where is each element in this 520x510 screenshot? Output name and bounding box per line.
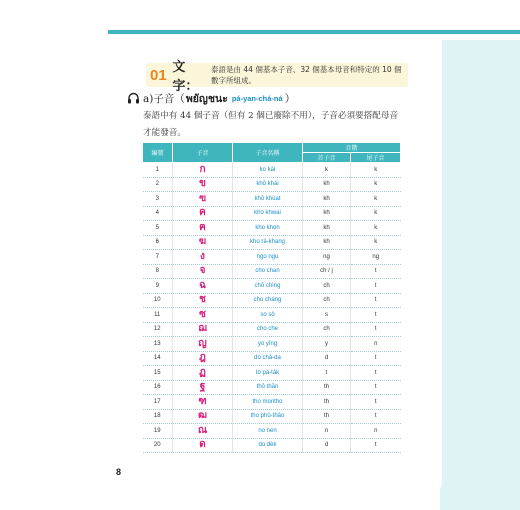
final-sound: n xyxy=(351,337,401,352)
headphones-icon[interactable] xyxy=(127,92,140,104)
final-sound: t xyxy=(351,279,401,294)
thai-consonant: ด xyxy=(173,438,233,453)
row-number: 9 xyxy=(143,279,173,294)
initial-sound: n xyxy=(303,424,351,439)
thai-consonant: ฐ xyxy=(173,380,233,395)
table-row xyxy=(143,337,401,352)
table-row xyxy=(143,380,401,395)
consonant-name: kho rá-khang xyxy=(233,235,303,250)
table-row xyxy=(143,250,401,265)
table-row xyxy=(143,322,401,337)
table-row xyxy=(143,424,401,439)
section-description: 泰語是由 44 個基本子音、32 個基本母音和特定的 10 個數字所組成。 xyxy=(211,65,402,85)
thai-consonant: ญ xyxy=(173,337,233,352)
final-sound: t xyxy=(351,409,401,424)
header-name: 子音名稱 xyxy=(233,143,303,163)
consonant-name: khŏ khùat xyxy=(233,192,303,207)
consonant-name: kho khon xyxy=(233,221,303,236)
final-sound: t xyxy=(351,395,401,410)
row-number: 13 xyxy=(143,337,173,352)
table-row xyxy=(143,308,401,323)
row-number: 7 xyxy=(143,250,173,265)
final-sound: k xyxy=(351,221,401,236)
final-sound: t xyxy=(351,293,401,308)
table-row xyxy=(143,192,401,207)
thai-consonant: ฑ xyxy=(173,395,233,410)
final-sound: t xyxy=(351,438,401,453)
table-row xyxy=(143,163,401,178)
initial-sound: s xyxy=(303,308,351,323)
row-number: 14 xyxy=(143,351,173,366)
section-heading xyxy=(146,60,408,94)
row-number: 2 xyxy=(143,177,173,192)
header-sound: 音階 xyxy=(303,143,401,153)
table-row xyxy=(143,438,401,453)
row-number: 8 xyxy=(143,264,173,279)
table-row xyxy=(143,409,401,424)
thai-consonant: จ xyxy=(173,264,233,279)
side-panel xyxy=(440,40,520,510)
initial-sound: th xyxy=(303,409,351,424)
consonant-name: kho khwai xyxy=(233,206,303,221)
subsection-close: ） xyxy=(284,92,296,105)
initial-sound: kh xyxy=(303,221,351,236)
consonant-table xyxy=(142,142,401,453)
consonant-name: khŏ khài xyxy=(233,177,303,192)
table-row xyxy=(143,351,401,366)
subsection-heading xyxy=(127,91,295,105)
table-row xyxy=(143,221,401,236)
top-accent-bar xyxy=(108,30,520,34)
thai-consonant: ฃ xyxy=(173,192,233,207)
final-sound: t xyxy=(351,351,401,366)
row-number: 19 xyxy=(143,424,173,439)
subsection-thai-term: พยัญชนะ xyxy=(185,92,228,105)
row-number: 6 xyxy=(143,235,173,250)
initial-sound: ch xyxy=(303,279,351,294)
row-number: 3 xyxy=(143,192,173,207)
thai-consonant: ฉ xyxy=(173,279,233,294)
thai-consonant: ณ xyxy=(173,424,233,439)
page-number: 8 xyxy=(116,467,122,477)
final-sound: t xyxy=(351,308,401,323)
table-row xyxy=(143,366,401,381)
row-number: 18 xyxy=(143,409,173,424)
section-number: 01 xyxy=(150,66,167,84)
row-number: 12 xyxy=(143,322,173,337)
consonant-name: tho montho xyxy=(233,395,303,410)
table-row xyxy=(143,279,401,294)
table-row xyxy=(143,235,401,250)
consonant-name: thŏ thăn xyxy=(233,380,303,395)
table-row xyxy=(143,177,401,192)
final-sound: k xyxy=(351,163,401,178)
thai-consonant: ฒ xyxy=(173,409,233,424)
consonant-name: no nen xyxy=(233,424,303,439)
initial-sound: kh xyxy=(303,235,351,250)
final-sound: k xyxy=(351,206,401,221)
header-initial: 首子音 xyxy=(303,153,351,163)
row-number: 16 xyxy=(143,380,173,395)
header-final: 尾子音 xyxy=(351,153,401,163)
thai-consonant: ฎ xyxy=(173,351,233,366)
thai-consonant: ง xyxy=(173,250,233,265)
consonant-name: to pà-tàk xyxy=(233,366,303,381)
row-number: 5 xyxy=(143,221,173,236)
final-sound: t xyxy=(351,366,401,381)
initial-sound: ch / j xyxy=(303,264,351,279)
final-sound: k xyxy=(351,192,401,207)
header-consonant: 子音 xyxy=(173,143,233,163)
final-sound: ng xyxy=(351,250,401,265)
row-number: 10 xyxy=(143,293,173,308)
row-number: 4 xyxy=(143,206,173,221)
table-row xyxy=(143,206,401,221)
thai-consonant: ค xyxy=(173,206,233,221)
consonant-name: so sô xyxy=(233,308,303,323)
table-row xyxy=(143,395,401,410)
consonant-name: do chá-da xyxy=(233,351,303,366)
row-number: 15 xyxy=(143,366,173,381)
consonant-name: do dèk xyxy=(233,438,303,453)
initial-sound: kh xyxy=(303,192,351,207)
table-row xyxy=(143,293,401,308)
intro-paragraph: 泰語中有 44 個子音（但有 2 個已廢除不用），子音必須要搭配母音才能發音。 xyxy=(143,111,399,138)
consonant-name: chŏ chìng xyxy=(233,279,303,294)
header-index: 編號 xyxy=(143,143,173,163)
table-row xyxy=(143,264,401,279)
row-number: 17 xyxy=(143,395,173,410)
initial-sound: ng xyxy=(303,250,351,265)
subsection-label: a)子音（ xyxy=(143,92,185,105)
final-sound: t xyxy=(351,264,401,279)
consonant-name: yo yĭng xyxy=(233,337,303,352)
initial-sound: y xyxy=(303,337,351,352)
initial-sound: d xyxy=(303,438,351,453)
thai-consonant: ข xyxy=(173,177,233,192)
thai-consonant: ฆ xyxy=(173,235,233,250)
consonant-name: ko kài xyxy=(233,163,303,178)
consonant-name: cho chan xyxy=(233,264,303,279)
initial-sound: th xyxy=(303,380,351,395)
final-sound: k xyxy=(351,177,401,192)
final-sound: t xyxy=(351,380,401,395)
section-title: 文字： xyxy=(172,60,199,94)
initial-sound: th xyxy=(303,395,351,410)
consonant-name: cho cháng xyxy=(233,293,303,308)
thai-consonant: ฏ xyxy=(173,366,233,381)
thai-consonant: ก xyxy=(173,163,233,178)
initial-sound: d xyxy=(303,351,351,366)
consonant-name: tho phû-thâo xyxy=(233,409,303,424)
consonant-name: cho che xyxy=(233,322,303,337)
final-sound: k xyxy=(351,235,401,250)
row-number: 1 xyxy=(143,163,173,178)
thai-consonant: ซ xyxy=(173,308,233,323)
consonant-name: ngo ngu xyxy=(233,250,303,265)
initial-sound: t xyxy=(303,366,351,381)
thai-consonant: ฌ xyxy=(173,322,233,337)
subsection-romanization: pá-yan-chá-ná xyxy=(231,93,283,103)
initial-sound: ch xyxy=(303,322,351,337)
thai-consonant: ช xyxy=(173,293,233,308)
initial-sound: k xyxy=(303,163,351,178)
initial-sound: ch xyxy=(303,293,351,308)
final-sound: t xyxy=(351,322,401,337)
initial-sound: kh xyxy=(303,206,351,221)
row-number: 20 xyxy=(143,438,173,453)
initial-sound: kh xyxy=(303,177,351,192)
final-sound: n xyxy=(351,424,401,439)
thai-consonant: ฅ xyxy=(173,221,233,236)
row-number: 11 xyxy=(143,308,173,323)
